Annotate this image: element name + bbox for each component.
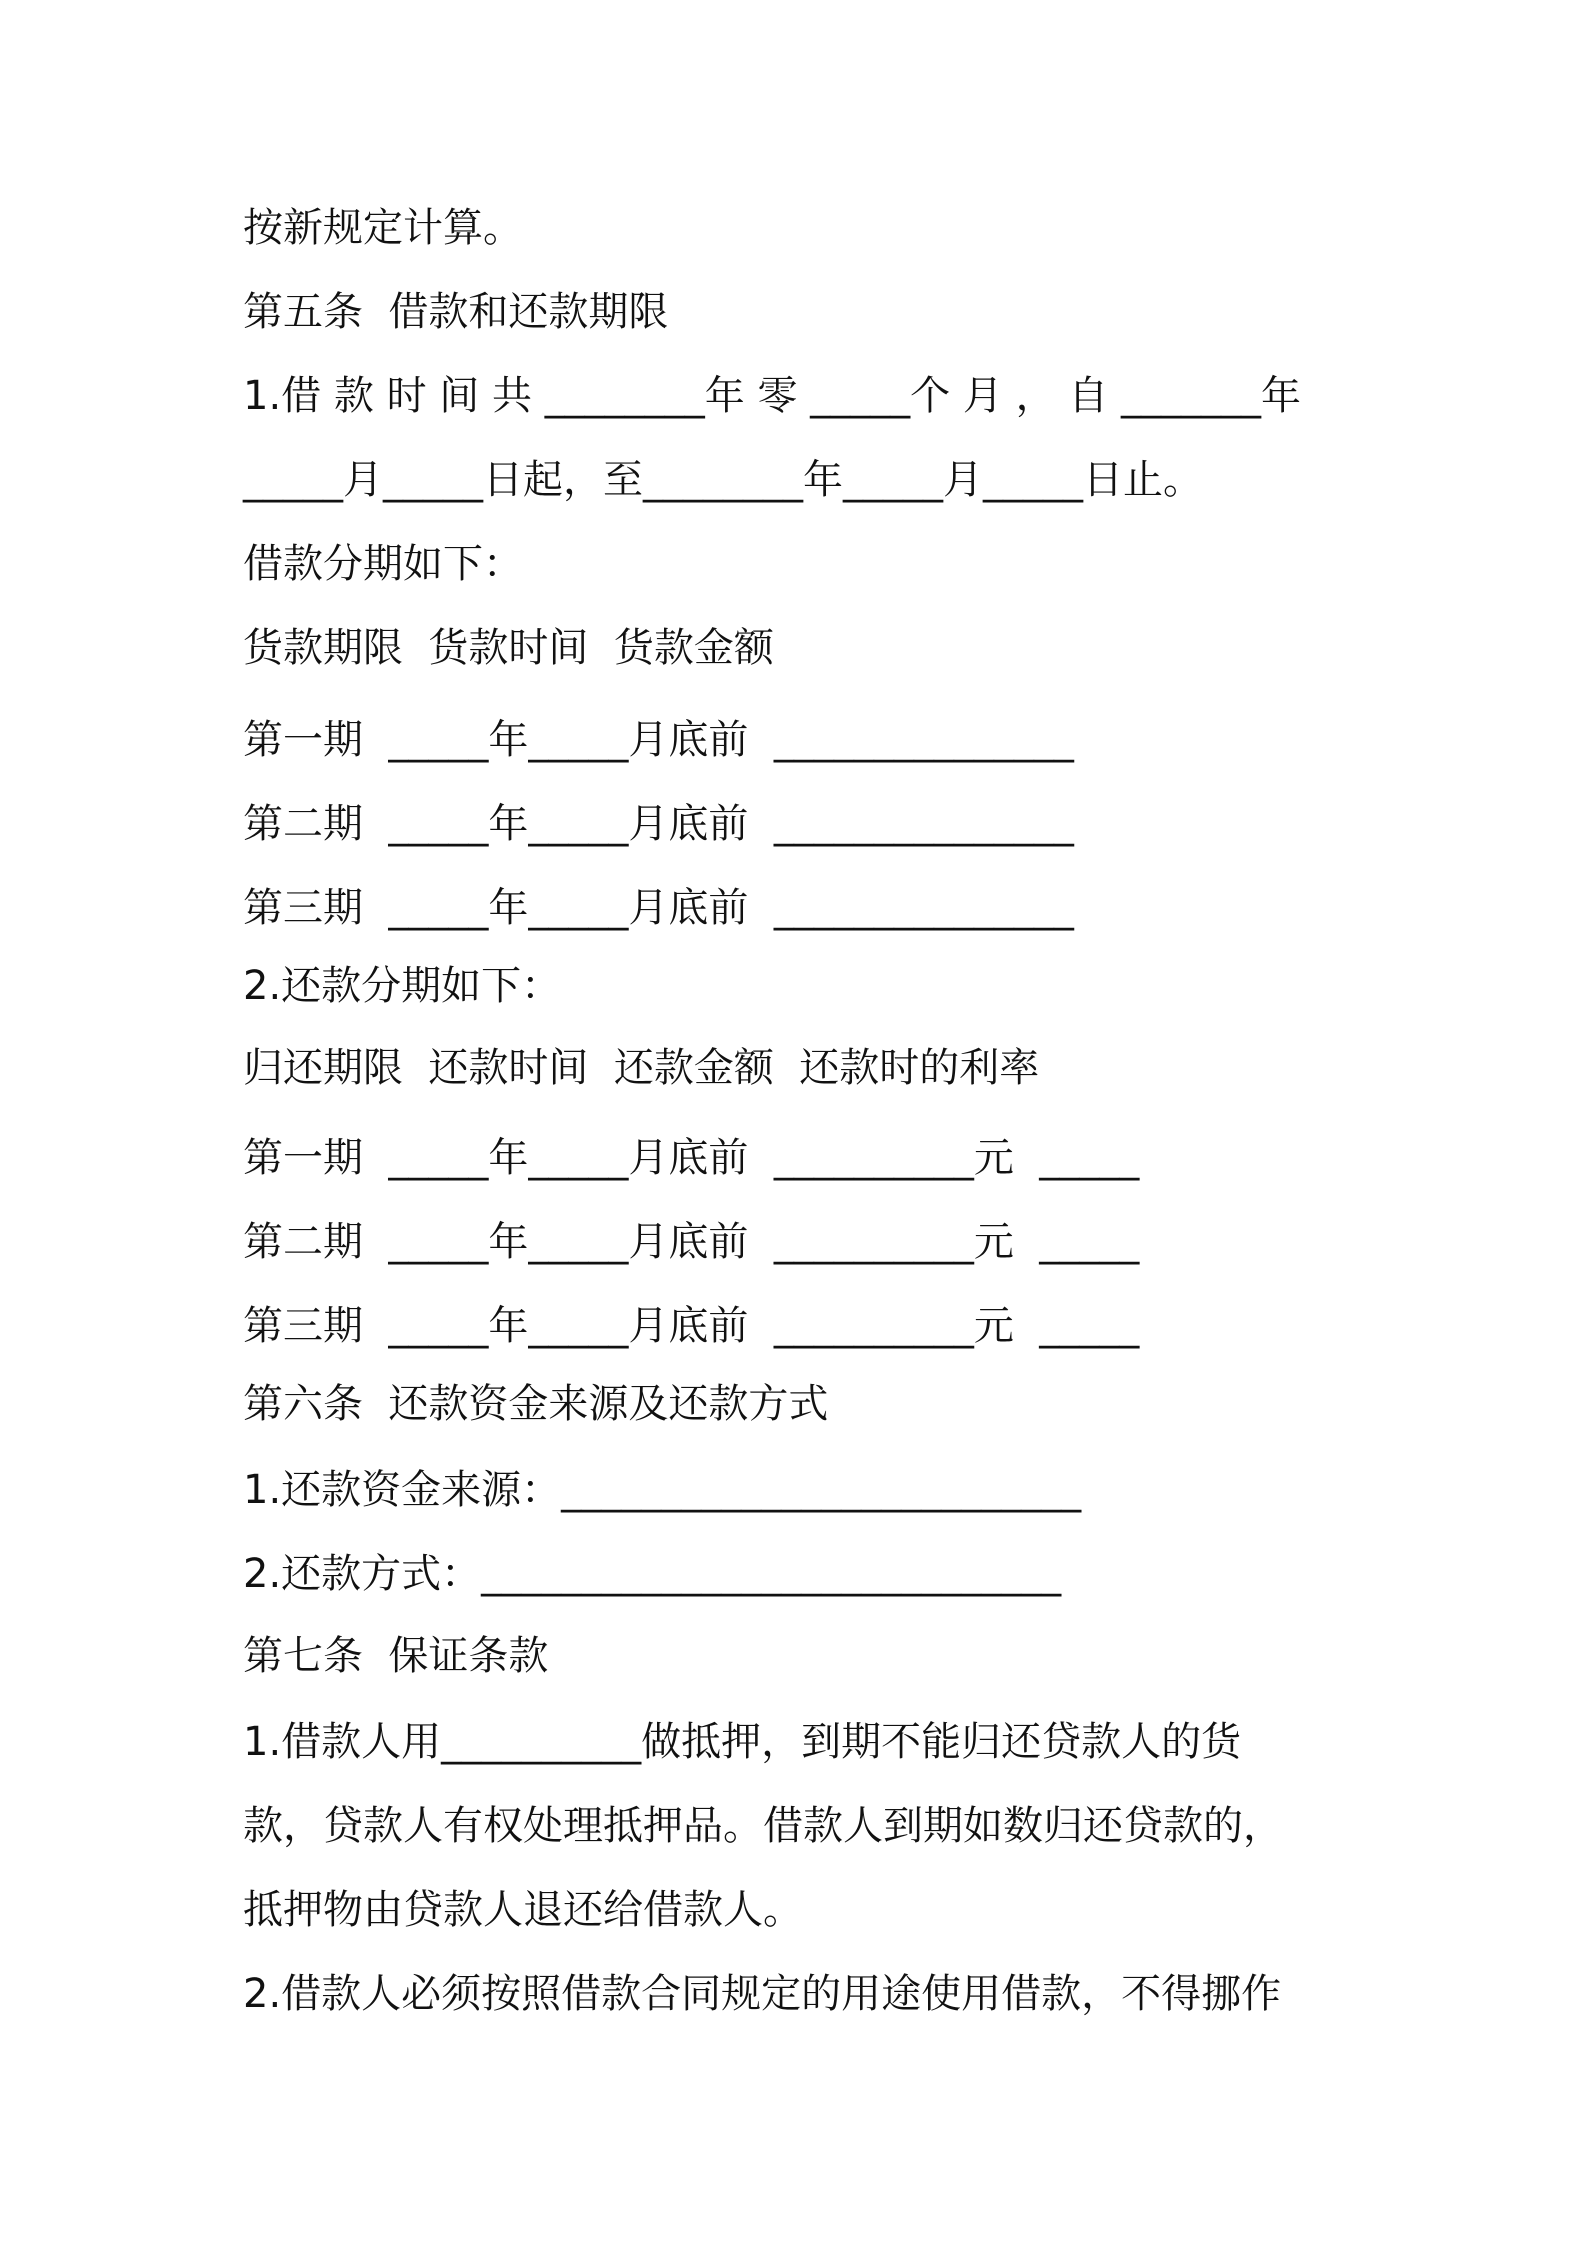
- text-line: 2.借款人必须按照借款合同规定的用途使用借款，不得挪作: [243, 1971, 1282, 2017]
- text-line: 抵押物由贷款人退还给借款人。: [243, 1887, 803, 1933]
- table-row: 第二期 _____年_____月底前 _______________: [243, 801, 1074, 847]
- text-line: 借款分期如下：: [243, 541, 523, 587]
- table-row: 第三期 _____年_____月底前 __________元 _____: [243, 1303, 1140, 1349]
- text-line: 按新规定计算。: [243, 205, 523, 251]
- table-row: 第一期 _____年_____月底前 __________元 _____: [243, 1135, 1140, 1181]
- text-line: 2.还款方式：_____________________________: [243, 1551, 1062, 1597]
- text-line: 2.还款分期如下：: [243, 963, 562, 1009]
- text-line: 1.借 款 时 间 共 ________年 零 _____个 月 ， 自 _______年: [243, 373, 1302, 419]
- text-line: 款，贷款人有权处理抵押品。借款人到期如数归还贷款的，: [243, 1803, 1283, 1849]
- text-line: 1.还款资金来源：__________________________: [243, 1467, 1082, 1513]
- table-row: 第三期 _____年_____月底前 _______________: [243, 885, 1074, 931]
- table-row: 第一期 _____年_____月底前 _______________: [243, 717, 1074, 763]
- table-row: 第二期 _____年_____月底前 __________元 _____: [243, 1219, 1140, 1265]
- section-heading: 第五条 借款和还款期限: [243, 289, 669, 335]
- section-heading: 第六条 还款资金来源及还款方式: [243, 1381, 829, 1427]
- text-line: 1.借款人用__________做抵押，到期不能归还贷款人的货: [243, 1719, 1242, 1765]
- section-heading: 第七条 保证条款: [243, 1633, 549, 1679]
- table-header: 归还期限 还款时间 还款金额 还款时的利率: [243, 1045, 1040, 1091]
- text-line: _____月_____日起，至________年_____月_____日止。: [243, 457, 1203, 503]
- table-header: 货款期限 货款时间 货款金额: [243, 625, 774, 671]
